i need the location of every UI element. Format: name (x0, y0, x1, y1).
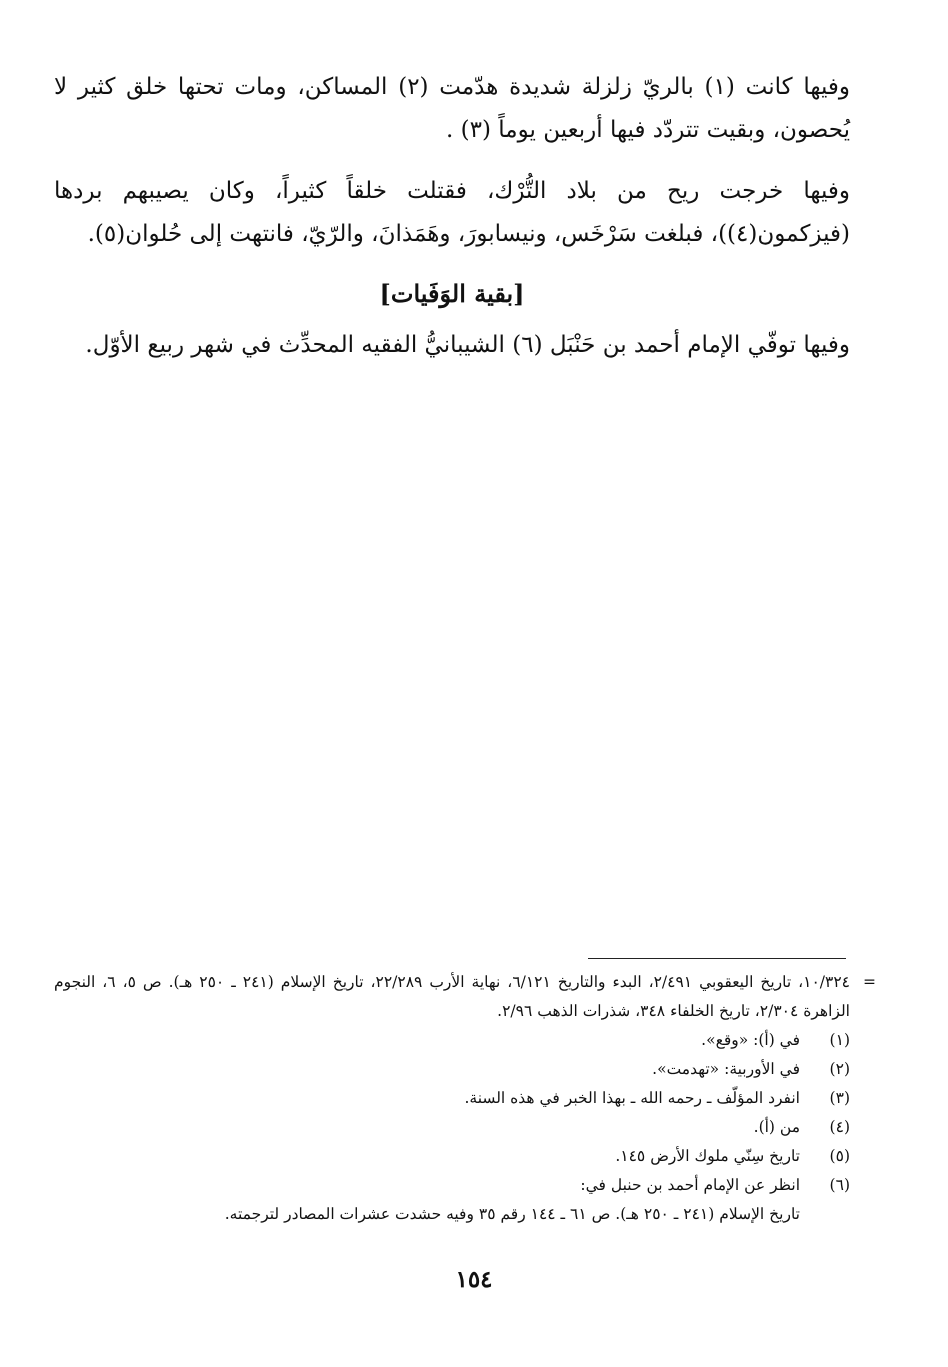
footnote-1 (54, 1026, 850, 1055)
continuation-marker: = (863, 973, 876, 991)
footnote-5 (54, 1142, 850, 1171)
footnote-divider (588, 958, 846, 959)
continuation-text: ١٠/٣٢٤، تاريخ اليعقوبي ٢/٤٩١، البدء والتاريخ ٦/١٢١، نهاية الأرب ٢٢/٢٨٩، تاريخ الإسلام (٢٤١ ـ ٢٥٠ هـ). ص ٥، ٦، النجوم الزاهرة ٢/٣٠٤، تاريخ الخلفاء ٣٤٨، شذرات الذهب ٢/٩٦. (54, 973, 851, 1020)
footnote-2 (54, 1055, 850, 1084)
footnote-text: في الأوربية: «تهدمت». (652, 1060, 800, 1078)
footnote-number: (٤) (829, 1118, 850, 1136)
footnote-number: (١) (829, 1031, 850, 1049)
footnote-text: من (أ). (753, 1118, 800, 1136)
paragraph-ahmad-ibn-hanbal: وفيها توفّي الإمام أحمد بن حَنْبَل (٦) الشيبانيُّ الفقيه المحدِّث في شهر ربيع الأوّل. (85, 332, 850, 358)
footnote-number: (٦) (829, 1176, 850, 1194)
footnote-number: (٢) (829, 1060, 850, 1078)
main-text (54, 66, 850, 385)
footnote-text: انظر عن الإمام أحمد بن حنبل في: (580, 1176, 800, 1194)
footnote-text: في (أ): «وقع». (701, 1031, 800, 1049)
page-number: ١٥٤ (455, 1266, 493, 1293)
footnote-3 (54, 1084, 850, 1113)
section-heading: [بقية الوَفَيات] (379, 279, 525, 308)
footnote-text: تاريخ سِنّي ملوك الأرض ١٤٥. (615, 1147, 800, 1165)
footnote-number: (٣) (829, 1089, 850, 1107)
footnote-6-continuation: تاريخ الإسلام (٢٤١ ـ ٢٥٠ هـ). ص ٦١ ـ ١٤٤ رقم ٣٥ وفيه حشدت عشرات المصادر لترجمته. (224, 1205, 800, 1223)
paragraph-earthquake: وفيها كانت (١) بالريّ زلزلة شديدة هدّمت (٢) المساكن، ومات تحتها خلق كثير لا يُحصون، وبقيت تتردّد فيها أربعين يوماً (٣) . (54, 74, 850, 143)
footnote-4 (54, 1113, 850, 1142)
footnote-number: (٥) (829, 1147, 850, 1165)
footnote-continuation (54, 968, 876, 1026)
footnote-text: انفرد المؤلّف ـ رحمه الله ـ بهذا الخبر في هذه السنة. (464, 1089, 800, 1107)
footnotes (54, 968, 876, 1229)
paragraph-wind: وفيها خرجت ريح من بلاد التُّرْك، فقتلت خلقاً كثيراً، وكان يصيبهم بردها (فيزكمون(٤))، فبلغت سَرْخَس، ونيسابورَ، وهَمَذانَ، والرّيّ، فانتهت إلى حُلوان(٥). (54, 178, 850, 247)
footnote-6 (54, 1171, 850, 1200)
